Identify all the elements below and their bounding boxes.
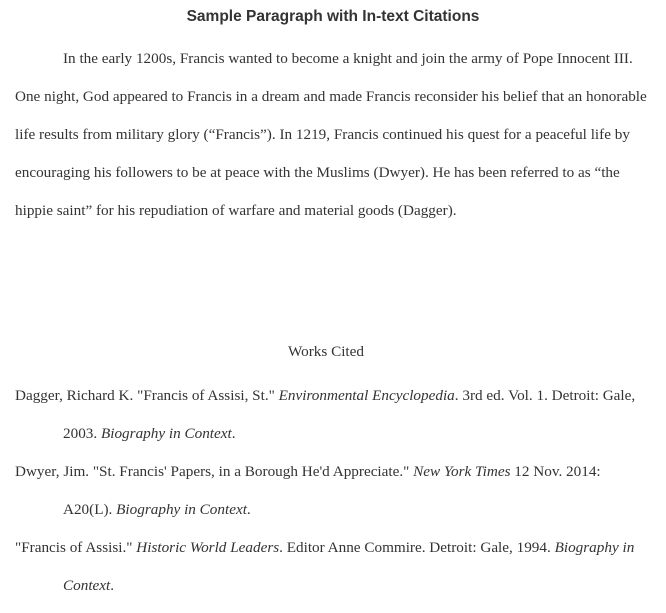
document-title: Sample Paragraph with In-text Citations bbox=[186, 8, 480, 25]
citation-entry bbox=[15, 453, 651, 529]
citation-text: . bbox=[231, 425, 236, 442]
citation-source-title: Environmental Encyclopedia bbox=[278, 387, 455, 404]
citation-text: . 3rd ed. Vol. 1. Detroit: Gale, 2003. bbox=[63, 387, 636, 442]
citation-text: 12 Nov. 2014: A20(L). bbox=[63, 463, 601, 518]
citation-source-title: New York Times bbox=[413, 463, 511, 480]
citation-text: "Francis of Assisi." bbox=[15, 539, 137, 556]
citation-database: Biography in Context bbox=[63, 539, 635, 594]
citation-database: Biography in Context bbox=[116, 501, 247, 518]
citation-text: Dwyer, Jim. "St. Francis' Papers, in a Borough He'd Appreciate." bbox=[15, 463, 414, 480]
citation-text: . bbox=[110, 577, 115, 594]
citation-text: . bbox=[246, 501, 251, 518]
citation-entry bbox=[15, 529, 651, 605]
citation-text: . Editor Anne Commire. Detroit: Gale, 1994. bbox=[279, 539, 555, 556]
citation-entry bbox=[15, 377, 651, 453]
citation-text: Dagger, Richard K. "Francis of Assisi, St." bbox=[15, 387, 279, 404]
citation-source-title: Historic World Leaders bbox=[136, 539, 280, 556]
works-cited-list bbox=[15, 377, 651, 605]
citation-database: Biography in Context bbox=[100, 425, 232, 442]
works-cited-heading: Works Cited bbox=[288, 343, 364, 360]
body-paragraph: In the early 1200s, Francis wanted to become a knight and join the army of Pope Innocent III. One night, God appeared to Francis in a dream and made Francis reconsider his belief that an honorable life results from military glory (“Francis”). In 1219, Francis continued his quest for a peaceful life by encouraging his followers to be at peace with the Muslims (Dwyer). He has been referred to as “the hippie saint” for his repudiation of warfare and material goods (Dagger). bbox=[15, 50, 647, 219]
